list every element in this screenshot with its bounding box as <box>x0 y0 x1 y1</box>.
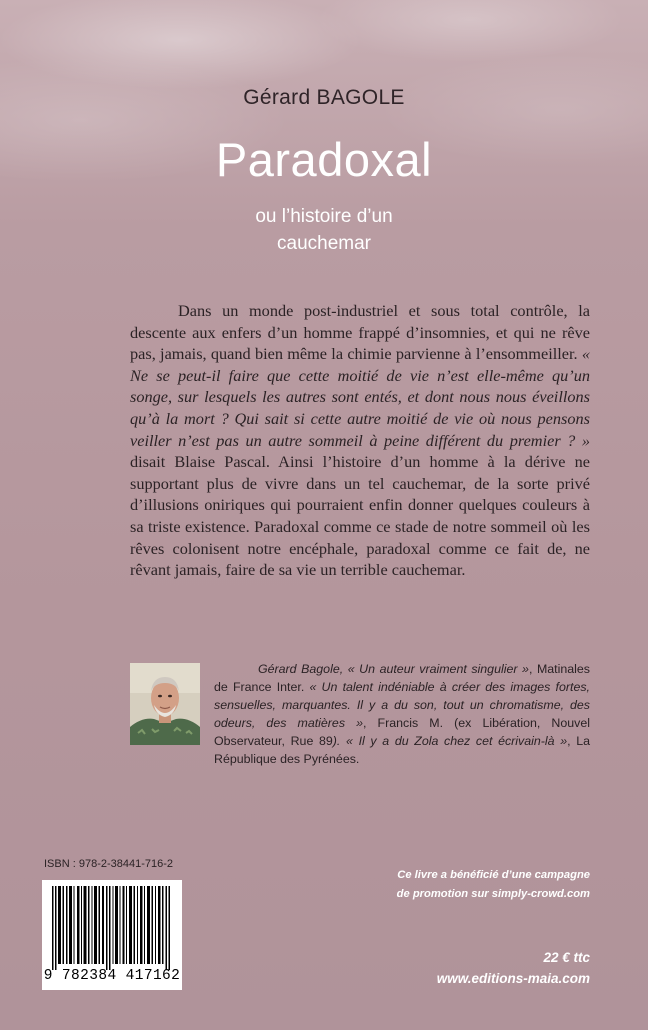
crowdfunding-note <box>350 866 590 904</box>
isbn: ISBN : 978-2-38441-716-2 <box>44 858 174 870</box>
book-subtitle <box>0 203 648 257</box>
blurb-paragraph <box>130 300 590 581</box>
campaign-line-2: de promotion sur simply-crowd.com <box>396 888 590 900</box>
subtitle-line-2: cauchemar <box>277 233 371 254</box>
author-name: Gérard BAGOLE <box>243 86 405 109</box>
reviews-paragraph <box>214 660 590 768</box>
blurb-part-1: Dans un monde post-industriel et sous total contrôle, la descente aux enfers d’un homme frappé d’insomnies, et qui ne rêve pas, jamais, quand bien même la chimie parvienne à l’ensommeiller. <box>130 301 590 364</box>
review-3-quote: « Il y a du Zola chez cet écrivain-là » <box>346 734 568 748</box>
review-2-close: ). <box>332 734 347 748</box>
review-2-source: , Francis M. (ex Libération, Nouvel Observateur, Rue 89 <box>214 716 590 748</box>
price: 22 € ttc <box>543 950 590 965</box>
publisher-website: www.editions-maia.com <box>436 971 590 986</box>
author-portrait-icon <box>130 663 200 745</box>
blurb-part-2: disait Blaise Pascal. Ainsi l’histoire d’un homme à la dérive ne supportant plus de vivre dans un tel cauchemar, de la sorte privé d’illusions oniriques qui pourraient enfin donner quelques couleurs à sa triste existence. Paradoxal comme ce stade de notre sommeil où les rêves colonisent notre encéphale, paradoxal comme ce fait de, ne rêvant jamais, faire de sa vie un terrible cauchemar. <box>130 452 590 580</box>
campaign-line-1: Ce livre a bénéficié d’une campagne <box>397 869 590 881</box>
review-1-quote: Gérard Bagole, « Un auteur vraiment singulier » <box>258 662 529 676</box>
review-2-quote: « Un talent indéniable à créer des images fortes, sensuelles, marquantes. Il y a du son, tout un chromatisme, des odeurs, des matières » <box>214 680 590 730</box>
review-1-source: , Matinales de France Inter. <box>214 662 590 694</box>
barcode-digits: 9 782384 417162 <box>43 968 181 984</box>
pascal-quote: « Ne se peut-il faire que cette moitié de vie n’est elle-même qu’un songe, sur lesquels les autres sont entés, et dont nous nous éveillons qu’à la mort ? Qui sait si cette autre moitié de vie où nous pensons veiller n’est pas un autre sommeil à peine différent du premier ? » <box>130 344 590 450</box>
book-title: Paradoxal <box>215 133 433 186</box>
review-3-source: , La République des Pyrénées. <box>214 734 590 766</box>
subtitle-line-1: ou l’histoire d’un <box>255 206 393 227</box>
